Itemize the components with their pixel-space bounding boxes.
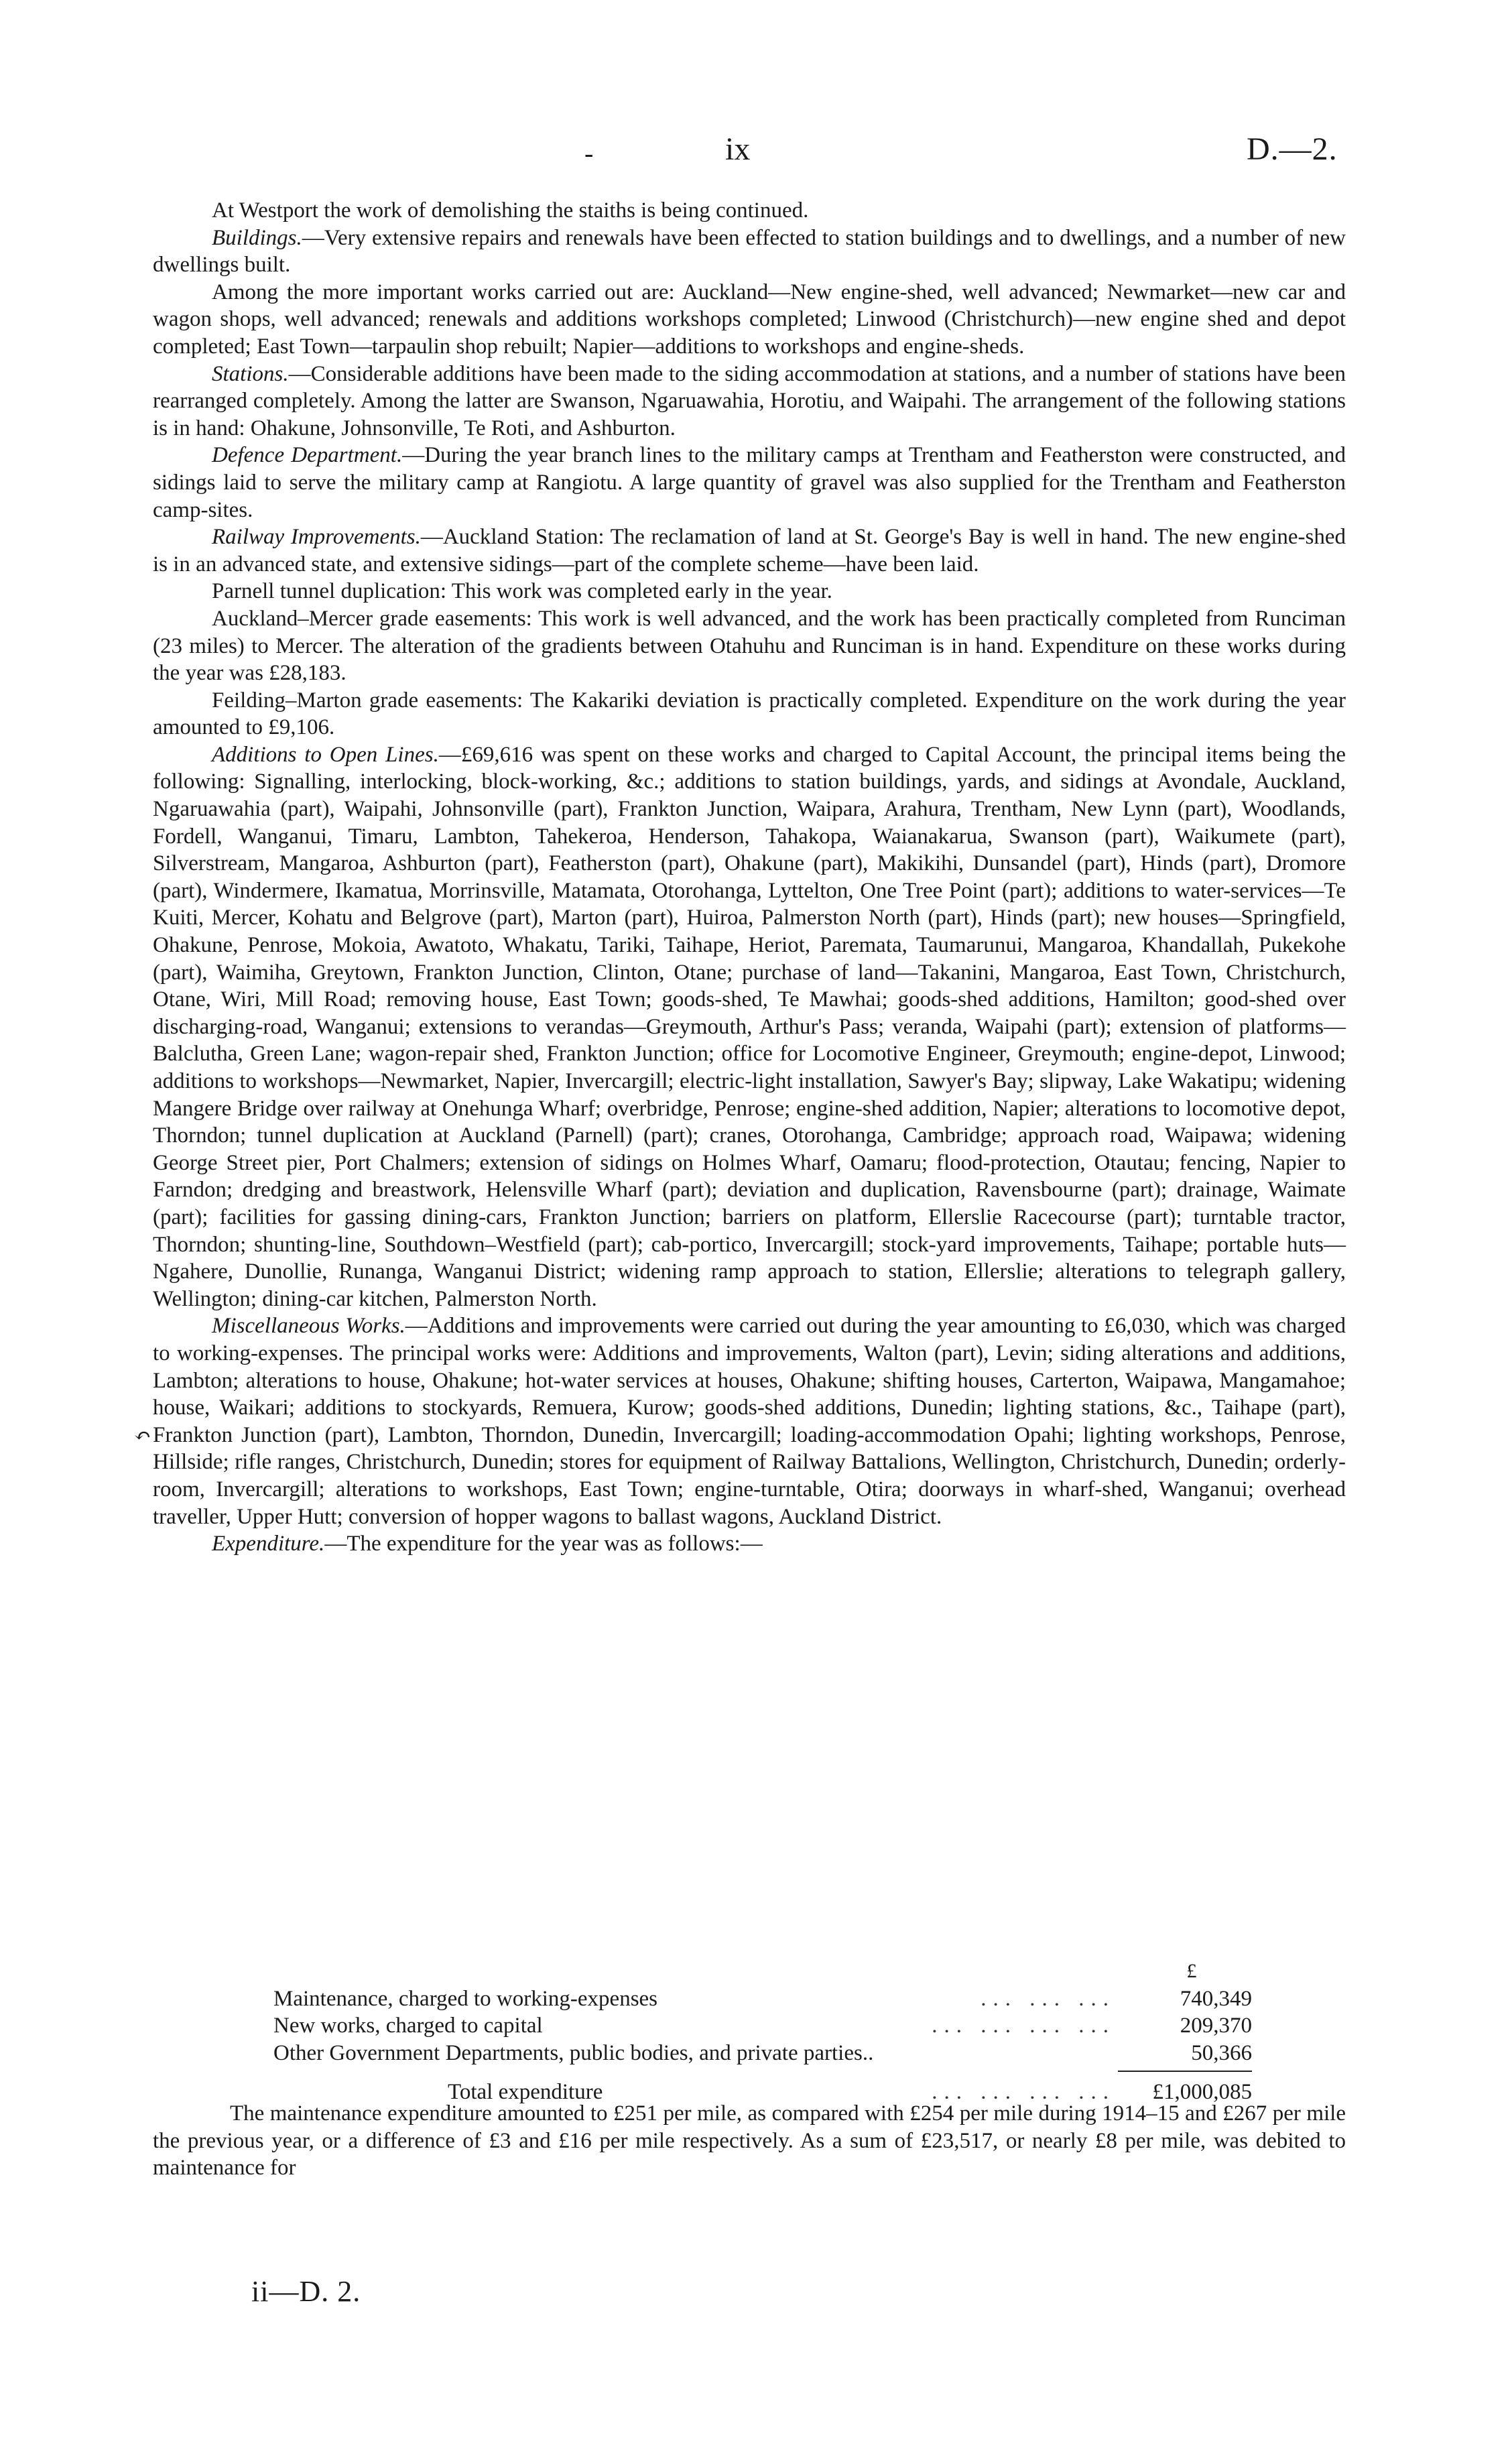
- expenditure-row: [273, 2012, 1252, 2040]
- paragraph-stations: Stations.—Considerable additions have been made to the siding accommodation at stations, and a number of stations have been rearranged completely. Among the latter are Swanson, Ngaruawahia, Horotiu, and Waipahi. The arrangement of the following stations is in hand: Ohakune, Johnsonville, Te Roti, and Ashburton.: [153, 361, 1346, 440]
- header-dash: -: [584, 138, 594, 168]
- paragraph-parnell: Parnell tunnel duplication: This work was completed early in the year.: [212, 579, 832, 604]
- report-body: [153, 197, 1346, 1558]
- closing-text: [153, 2100, 1346, 2182]
- paragraph-additions-open-lines: Additions to Open Lines.—£69,616 was spent on these works and charged to Capital Account, the principal items being the following: Signalling, interlocking, block-working, &c.; additions to station buildings, yards, and sidings at Avondale, Auckland, Ngaruawahia (part), Waipahi, Johnsonville (part), Frankton Junction, Waipara, Arahura, Trentham, New Lynn (part), Woodlands, Fordell, Wanganui, Timaru, Lambton, Tahekeroa, Henderson, Tahakopa, Waianakarua, Swanson (part), Waikumete (part), Silverstream, Mangaroa, Ashburton (part), Featherston (part), Ohakune (part), Makikihi, Dunsandel (part), Hinds (part), Dromore (part), Windermere, Ikamatua, Morrinsville, Matamata, Otorohanga, Lyttelton, One Tree Point (part); additions to water-services—Te Kuiti, Mercer, Kohatu and Belgrove (part), Marton (part), Huiroa, Palmerston North (part), Hinds (part); new houses—Springfield, Ohakune, Penrose, Mokoia, Awatoto, Whakatu, Tariki, Taihape, Heriot, Paremata, Taumarunui, Mangaroa, Khandallah, Pukekohe (part), Waimiha, Greytown, Frankton Junction, Clinton, Otane; purchase of land—Takanini, Mangaroa, East Town, Christchurch, Otane, Wiri, Mill Road; removing house, East Town; goods-shed, Te Mawhai; goods-shed additions, Hamilton; good-shed over discharging-road, Wanganui; extensions to verandas—Greymouth, Arthur's Pass; veranda, Waipahi (part); extension of platforms—Balclutha, Green Lane; wagon-repair shed, Frankton Junction; office for Locomotive Engineer, Greymouth; engine-depot, Linwood; additions to workshops—Newmarket, Napier, Invercargill; electric-light installation, Sawyer's Bay; slipway, Lake Wakatipu; widening Mangere Bridge over railway at Onehunga Wharf; overbridge, Penrose; engine-shed addition, Napier; alterations to locomotive depot, Thorndon; tunnel duplication at Auckland (Parnell) (part); cranes, Otorohanga, Cambridge; approach road, Waipawa; widening George Street pier, Port Chalmers; extension of sidings on Holmes Wharf, Oamaru; flood-protection, Otautau; fencing, Napier to Farndon; dredging and breastwork, Helensville Wharf (part); deviation and duplication, Ravensbourne (part); drainage, Waimate (part); facilities for gassing dining-cars, Frankton Junction; barriers on platform, Ellerslie Racecourse (part); turntable tractor, Thorndon; shunting-line, Southdown–Westfield (part); cab-portico, Invercargill; stock-yard improvements, Taihape; portable huts—Ngahere, Dunollie, Runanga, Wanganui District; widening ramp approach to station, Ellerslie; alterations to telegraph gallery, Wellington; dining-car kitchen, Palmerston North.: [153, 742, 1346, 1311]
- expenditure-label: New works, charged to capital: [273, 2014, 543, 2038]
- expenditure-row: [273, 1985, 1252, 2013]
- section-heading: Additions to Open Lines.: [212, 742, 439, 767]
- expenditure-amount: 740,349: [1180, 1986, 1252, 2011]
- paragraph-expenditure: Expenditure.—The expenditure for the year was as follows:—: [212, 1532, 763, 1556]
- dot-leader: ... ... ... ...: [932, 2014, 1115, 2038]
- document-reference: D.—2.: [1247, 131, 1338, 167]
- total-label: Total expenditure: [448, 2080, 603, 2105]
- total-rule: [1118, 2071, 1252, 2072]
- section-heading: Expenditure.: [212, 1532, 325, 1556]
- expenditure-label: Other Government Departments, public bodies, and private parties..: [273, 2040, 874, 2065]
- section-heading: Buildings.: [212, 225, 302, 250]
- dot-leader: ... ... ...: [981, 1986, 1115, 2011]
- page-number: ix: [725, 131, 751, 167]
- paragraph-railway-improvements: Railway Improvements.—Auckland Station: The reclamation of land at St. George's Bay is well in hand. The new engine-shed is in an advanced state, and extensive sidings—part of the complete scheme—have been laid.: [153, 525, 1346, 576]
- total-amount: £1,000,085: [1152, 2080, 1252, 2105]
- expenditure-label: Maintenance, charged to working-expenses: [273, 1986, 658, 2011]
- expenditure-table: [273, 1958, 1252, 2106]
- margin-mark: ↶: [134, 1425, 151, 1447]
- expenditure-amount: 209,370: [1180, 2014, 1252, 2038]
- paragraph-maintenance-per-mile: The maintenance expenditure amounted to £251 per mile, as compared with £254 per mile during 1914–15 and £267 per mile the previous year, or a difference of £3 and £16 per mile respectively. As a sum of £23,517, or nearly £8 per mile, was debited to maintenance for: [153, 2101, 1346, 2180]
- paragraph-auckland-mercer: Auckland–Mercer grade easements: This work is well advanced, and the work has been practically completed from Runciman (23 miles) to Mercer. The alteration of the gradients between Otahuhu and Runciman is in hand. Expenditure on these works during the year was £28,183.: [153, 606, 1346, 686]
- dot-leader: ... ... ... ...: [932, 2080, 1115, 2105]
- paragraph-defence: Defence Department.—During the year branch lines to the military camps at Trentham and Featherston were constructed, and sidings laid to serve the military camp at Rangiotu. A large quantity of gravel was also supplied for the Trentham and Featherston camp-sites.: [153, 443, 1346, 522]
- paragraph-buildings: Buildings.—Very extensive repairs and renewals have been effected to station buildings and to dwellings, and a number of new dwellings built.: [153, 225, 1346, 278]
- section-heading: Stations.: [212, 361, 289, 386]
- expenditure-row: [273, 2040, 1252, 2067]
- paragraph-westport: At Westport the work of demolishing the staiths is being continued.: [212, 198, 809, 223]
- paragraph-important-works: Among the more important works carried out are: Auckland—New engine-shed, well advanced; Newmarket—new car and wagon shops, well advanced; renewals and additions workshops completed; Linwood (Christchurch)—new engine shed and depot completed; East Town—tarpaulin shop rebuilt; Napier—additions to workshops and engine-sheds.: [153, 280, 1346, 359]
- section-heading: Railway Improvements.: [212, 525, 421, 550]
- paragraph-miscellaneous-works: Miscellaneous Works.—Additions and improvements were carried out during the year amounting to £6,030, which was charged to working-expenses. The principal works were: Additions and improvements, Walton (part), Levin; siding alterations and additions, Lambton; alterations to house, Ohakune; hot-water services at houses, Ohakune; shifting houses, Carterton, Waipawa, Mangamahoe; house, Waikari; additions to stockyards, Remuera, Kurow; goods-shed additions, Dunedin; lighting stations, &c., Taihape (part), Frankton Junction (part), Lambton, Thorndon, Dunedin, Invercargill; loading-accommodation Opahi; lighting workshops, Penrose, Hillside; rifle ranges, Christchurch, Dunedin; stores for equipment of Railway Battalions, Wellington, Christchurch, Dunedin; orderly-room, Invercargill; alterations to workshops, East Town; engine-turntable, Otira; doorways in wharf-shed, Wanganui; overhead traveller, Upper Hutt; conversion of hopper wagons to ballast wagons, Auckland District.: [153, 1314, 1346, 1529]
- currency-heading: £: [1186, 1960, 1197, 1982]
- section-heading: Miscellaneous Works.: [212, 1314, 405, 1339]
- expenditure-amount: 50,366: [1191, 2040, 1252, 2065]
- paragraph-feilding-marton: Feilding–Marton grade easements: The Kakariki deviation is practically completed. Expenditure on the work during the year amounted to £9,106.: [153, 688, 1346, 740]
- section-heading: Defence Department.: [212, 443, 403, 468]
- footer-signature: ii—D. 2.: [251, 2275, 361, 2308]
